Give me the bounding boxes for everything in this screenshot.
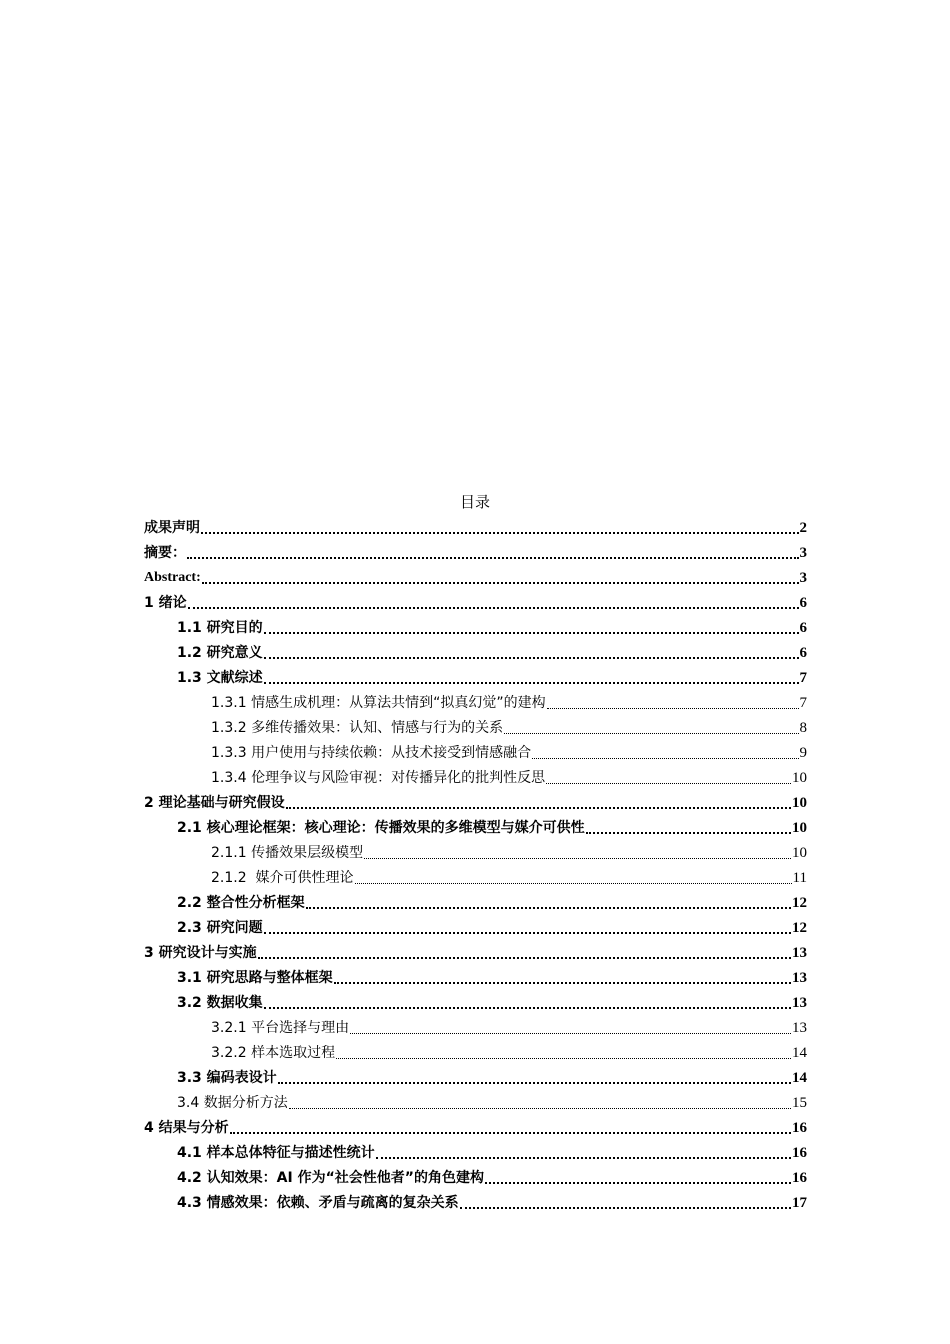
toc-entry-label: 3.2.1 平台选择与理由 xyxy=(211,1020,350,1036)
toc-page-number: 3 xyxy=(799,570,807,586)
toc-entry-2-1-2[interactable] xyxy=(0,865,950,890)
toc-dot-leader xyxy=(264,932,791,934)
toc-page-number: 2 xyxy=(799,520,807,536)
toc-dot-leader xyxy=(230,1132,791,1134)
toc-entries xyxy=(0,515,950,1215)
toc-dot-leader xyxy=(264,1007,791,1009)
toc-page-number: 12 xyxy=(792,920,807,936)
toc-page-number: 10 xyxy=(792,795,807,811)
toc-entry-label: 1.3.4 伦理争议与风险审视：对传播异化的批判性反思 xyxy=(211,770,546,786)
toc-entry-label: 1 绪论 xyxy=(144,595,187,611)
toc-entry-3-4[interactable] xyxy=(0,1090,950,1115)
toc-page-number: 16 xyxy=(792,1120,807,1136)
toc-entry-label: 4 结果与分析 xyxy=(144,1120,229,1136)
toc-page-number: 7 xyxy=(799,695,807,711)
toc-dot-leader xyxy=(355,883,792,884)
toc-entry-4-3[interactable] xyxy=(0,1190,950,1215)
toc-entry-label: Abstract: xyxy=(144,570,201,585)
toc-entry-label: 2.1.1 传播效果层级模型 xyxy=(211,845,364,861)
toc-entry-label: 3.2 数据收集 xyxy=(177,995,263,1011)
toc-entry-4-2[interactable] xyxy=(0,1165,950,1190)
toc-dot-leader xyxy=(187,557,799,559)
toc-dot-leader xyxy=(286,807,791,809)
toc-entry-2-2[interactable] xyxy=(0,890,950,915)
toc-page-number: 10 xyxy=(792,820,807,836)
toc-entry-1-3-4[interactable] xyxy=(0,765,950,790)
toc-entry-label: 3.4 数据分析方法 xyxy=(177,1095,288,1111)
toc-page-number: 6 xyxy=(799,595,807,611)
toc-dot-leader xyxy=(278,1082,791,1084)
toc-entry-label: 1.1 研究目的 xyxy=(177,620,263,636)
toc-page-number: 17 xyxy=(792,1195,807,1211)
toc-entry-1-3-3[interactable] xyxy=(0,740,950,765)
toc-page-number: 13 xyxy=(792,970,807,986)
toc-page-number: 6 xyxy=(799,620,807,636)
toc-entry-label: 2.1 核心理论框架：核心理论：传播效果的多维模型与媒介可供性 xyxy=(177,820,585,836)
toc-entry-chapter-4[interactable] xyxy=(0,1115,950,1140)
toc-entry-abstract-en[interactable] xyxy=(0,565,950,590)
toc-entry-chapter-2[interactable] xyxy=(0,790,950,815)
toc-page-number: 3 xyxy=(799,545,807,561)
toc-dot-leader xyxy=(188,607,799,609)
toc-page-number: 13 xyxy=(792,1020,807,1036)
toc-entry-label: 3.3 编码表设计 xyxy=(177,1070,277,1086)
toc-page-number: 16 xyxy=(792,1145,807,1161)
toc-dot-leader xyxy=(532,758,798,759)
toc-page-number: 6 xyxy=(799,645,807,661)
toc-entry-label: 3.2.2 样本选取过程 xyxy=(211,1045,336,1061)
toc-dot-leader xyxy=(376,1157,791,1159)
toc-entry-label: 2.2 整合性分析框架 xyxy=(177,895,305,911)
toc-entry-chapter-1[interactable] xyxy=(0,590,950,615)
toc-dot-leader xyxy=(264,657,799,659)
toc-page-number: 9 xyxy=(799,745,807,761)
toc-entry-label: 1.3.1 情感生成机理：从算法共情到“拟真幻觉”的建构 xyxy=(211,695,546,711)
toc-entry-label: 2.3 研究问题 xyxy=(177,920,263,936)
toc-dot-leader xyxy=(334,982,791,984)
toc-dot-leader xyxy=(350,1033,791,1034)
toc-entry-label: 1.3.3 用户使用与持续依赖：从技术接受到情感融合 xyxy=(211,745,532,761)
toc-title: 目录 xyxy=(459,493,490,511)
toc-entry-1-3-1[interactable] xyxy=(0,690,950,715)
toc-dot-leader xyxy=(289,1108,791,1109)
toc-dot-leader xyxy=(546,783,791,784)
toc-dot-leader xyxy=(306,907,791,909)
toc-entry-label: 1.2 研究意义 xyxy=(177,645,263,661)
toc-page-number: 11 xyxy=(792,870,807,886)
toc-entry-label: 1.3 文献综述 xyxy=(177,670,263,686)
toc-entry-label: 1.3.2 多维传播效果：认知、情感与行为的关系 xyxy=(211,720,504,736)
toc-entry-chapter-3[interactable] xyxy=(0,940,950,965)
toc-entry-label: 3.1 研究思路与整体框架 xyxy=(177,970,333,986)
toc-entry-label: 摘要： xyxy=(144,545,186,561)
toc-page-number: 15 xyxy=(792,1095,807,1111)
toc-page-number: 10 xyxy=(792,770,807,786)
toc-dot-leader xyxy=(264,632,799,634)
toc-page-number: 16 xyxy=(792,1170,807,1186)
toc-page-number: 12 xyxy=(792,895,807,911)
toc-entry-3-2-1[interactable] xyxy=(0,1015,950,1040)
toc-entry-2-1[interactable] xyxy=(0,815,950,840)
toc-dot-leader xyxy=(504,733,798,734)
toc-page-number: 7 xyxy=(799,670,807,686)
toc-dot-leader xyxy=(460,1207,791,1209)
toc-page-number: 8 xyxy=(799,720,807,736)
toc-entry-achievement-statement[interactable] xyxy=(0,515,950,540)
toc-entry-1-3-2[interactable] xyxy=(0,715,950,740)
toc-entry-label: 4.1 样本总体特征与描述性统计 xyxy=(177,1145,375,1161)
toc-entry-2-1-1[interactable] xyxy=(0,840,950,865)
toc-dot-leader xyxy=(485,1182,791,1184)
toc-entry-2-3[interactable] xyxy=(0,915,950,940)
toc-entry-abstract-cn[interactable] xyxy=(0,540,950,565)
toc-dot-leader xyxy=(336,1058,791,1059)
toc-entry-label: 2.1.2 媒介可供性理论 xyxy=(211,870,354,886)
toc-dot-leader xyxy=(586,832,791,834)
toc-entry-label: 4.3 情感效果：依赖、矛盾与疏离的复杂关系 xyxy=(177,1195,459,1211)
toc-dot-leader xyxy=(364,858,791,859)
toc-dot-leader xyxy=(547,708,799,709)
toc-entry-1-1[interactable] xyxy=(0,615,950,640)
toc-page-number: 14 xyxy=(792,1070,807,1086)
toc-entry-1-3[interactable] xyxy=(0,665,950,690)
toc-entry-label: 3 研究设计与实施 xyxy=(144,945,257,961)
toc-dot-leader xyxy=(264,682,799,684)
toc-entry-1-2[interactable] xyxy=(0,640,950,665)
toc-entry-label: 成果声明 xyxy=(144,520,200,536)
toc-entry-label: 2 理论基础与研究假设 xyxy=(144,795,285,811)
toc-entry-3-2[interactable] xyxy=(0,990,950,1015)
toc-entry-3-3[interactable] xyxy=(0,1065,950,1090)
toc-page-number: 14 xyxy=(792,1045,807,1061)
toc-dot-leader xyxy=(202,582,799,584)
toc-entry-3-2-2[interactable] xyxy=(0,1040,950,1065)
toc-dot-leader xyxy=(201,532,799,534)
toc-page-number: 10 xyxy=(792,845,807,861)
toc-dot-leader xyxy=(258,957,791,959)
toc-entry-4-1[interactable] xyxy=(0,1140,950,1165)
toc-entry-3-1[interactable] xyxy=(0,965,950,990)
toc-entry-label: 4.2 认知效果：AI 作为“社会性他者”的角色建构 xyxy=(177,1170,484,1186)
toc-page-number: 13 xyxy=(792,945,807,961)
toc-page-number: 13 xyxy=(792,995,807,1011)
